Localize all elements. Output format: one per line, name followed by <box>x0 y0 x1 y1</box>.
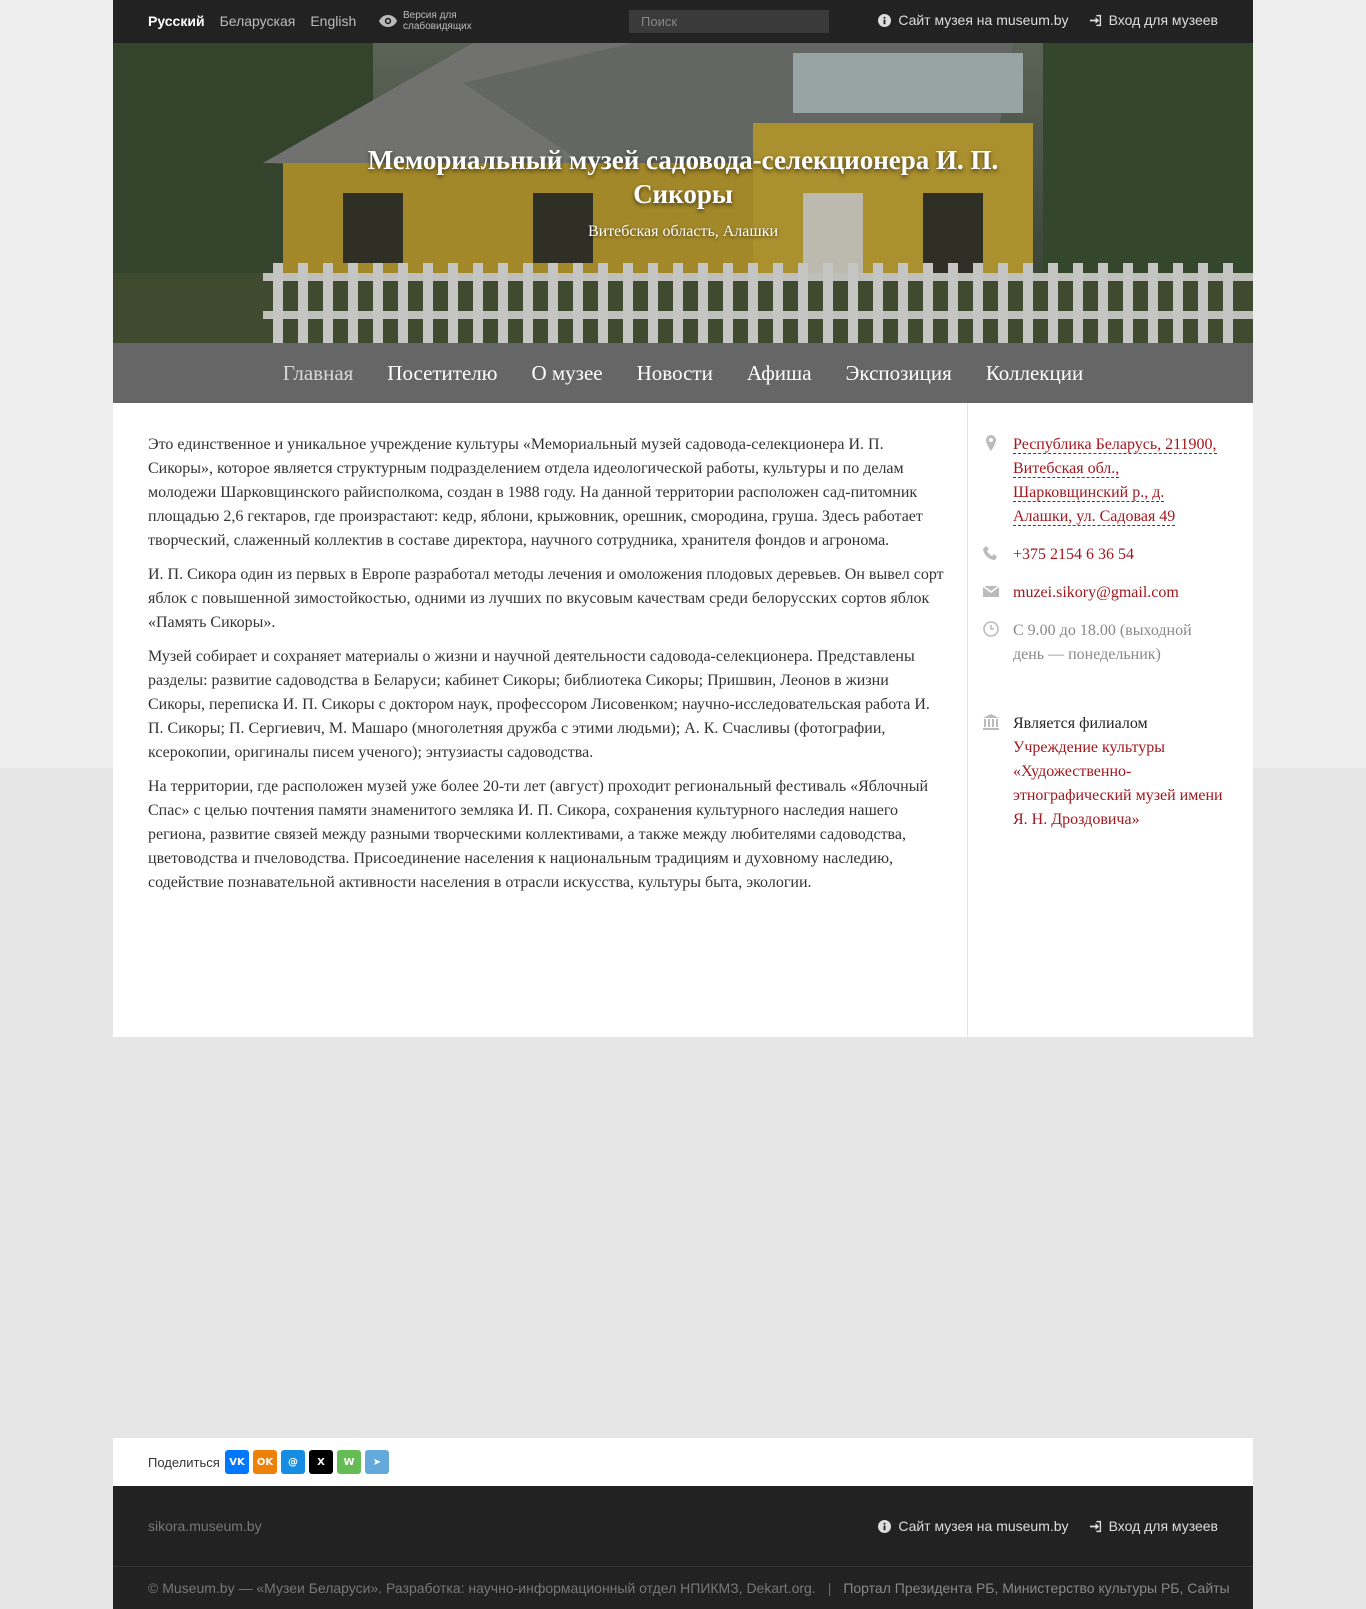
low-vision-link[interactable] <box>379 10 483 32</box>
footer-login-label: Вход для музеев <box>1108 1518 1218 1534</box>
login-link[interactable] <box>1089 12 1218 28</box>
hours-row <box>1013 619 1223 667</box>
description-paragraph: Музей собирает и сохраняет материалы о жизни и научной деятельности садовода-селекционера. Представлены разделы: развитие садоводства в Беларуси; кабинет Сикоры; библиотека Сикоры; Пришвин, Леонов в жизни Сикоры, переписка И. П. Сикоры с доктором наук, профессором Лисовенком; научно-исследовательская работа И. П. Сикоры; П. Сергиевич, М. Машаро (многолетняя дружба с этими людьми); А. К. Счасливы (фотографии, ксерокопии, оригиналы писем ученого); энтузиасты садоводства. <box>148 648 930 761</box>
footer-links <box>878 1518 1218 1534</box>
phone-link[interactable]: +375 2154 6 36 54 <box>1013 546 1135 563</box>
museum-description <box>148 433 948 905</box>
main-nav <box>113 343 1253 403</box>
hero-banner <box>113 43 1253 343</box>
clock-icon <box>983 621 999 637</box>
content-divider <box>967 403 968 1037</box>
phone-row <box>1013 543 1223 567</box>
nav-news[interactable]: Новости <box>636 360 713 385</box>
branch-row <box>1013 712 1223 832</box>
museum-building-icon <box>983 714 999 730</box>
top-bar <box>113 0 1253 43</box>
address-row <box>1013 433 1223 529</box>
envelope-icon <box>983 583 999 599</box>
odnoklassniki-share-button[interactable]: OK <box>253 1450 277 1474</box>
museum-site-link[interactable] <box>878 12 1068 28</box>
lang-be[interactable]: Беларуская <box>219 13 296 29</box>
contact-sidebar <box>1013 433 1223 846</box>
telegram-share-button[interactable]: ➤ <box>365 1450 389 1474</box>
share-buttons <box>225 1450 389 1474</box>
lang-ru[interactable]: Русский <box>148 13 205 29</box>
nav-collections[interactable]: Коллекции <box>985 360 1084 385</box>
portal-links[interactable]: Портал Президента РБ, Министерство культуры РБ, Сайты <box>843 1580 1230 1596</box>
map-pin-icon <box>983 435 999 451</box>
nav-about[interactable]: О музее <box>531 360 603 385</box>
museum-title: Мемориальный музей садовода-селекционера И. П. Сикоры <box>367 145 999 209</box>
info-icon <box>878 14 891 27</box>
lang-en[interactable]: English <box>310 13 357 29</box>
whatsapp-share-button[interactable]: W <box>337 1450 361 1474</box>
footer-copyright: © Museum.by — «Музеи Беларуси». Разработка: научно-информационный отдел НПИКМЗ, Dekart.org. | Портал Президента РБ, Министерство культуры РБ, Сайты <box>148 1580 1230 1596</box>
login-icon <box>1089 1520 1102 1533</box>
museum-site-label: Сайт музея на museum.by <box>898 12 1069 28</box>
eye-icon <box>379 15 397 27</box>
login-icon <box>1089 14 1102 27</box>
footer-divider <box>113 1566 1253 1567</box>
language-switcher <box>148 13 356 29</box>
low-vision-label: Версия для слабовидящих <box>403 10 472 32</box>
footer-museum-site-link[interactable] <box>878 1518 1068 1534</box>
footer <box>113 1486 1253 1609</box>
login-label: Вход для музеев <box>1108 12 1218 28</box>
share-label: Поделиться <box>148 1455 220 1470</box>
vk-share-button[interactable]: VK <box>225 1450 249 1474</box>
info-icon <box>878 1520 891 1533</box>
opening-hours: С 9.00 до 18.00 (выходной день — понедельник) <box>1013 622 1192 663</box>
nav-home[interactable]: Главная <box>282 360 354 385</box>
top-links <box>878 12 1218 28</box>
description-paragraph: На территории, где расположен музей уже более 20-ти лет (август) проходит региональный фестиваль «Яблочный Спас» с целью почтения памяти знаменитого земляка И. П. Сикора, сохранения культурного наследия нашего региона, развитие связей между разными творческими коллективами, а также между любителями садоводства, цветоводства и пчеловодства. Присоединение населения к национальным традициям и духовному наследию, содействие познавательной активности населения в отрасли искусства, культуры быта, экологии. <box>148 778 929 891</box>
footer-museum-site-label: Сайт музея на museum.by <box>898 1518 1069 1534</box>
description-paragraph: Это единственное и уникальное учреждение культуры «Мемориальный музей садовода-селекционера И. П. Сикоры», которое является структурным подразделением отдела идеологической работы, культуры и по делам молодежи Шарковщинского райисполкома, создан в 1988 году. На данной территории расположен сад-питомник площадью 2,6 гектаров, где произрастают: кедр, яблони, крыжовник, орешник, смородина, груша. Здесь работает творческий, слаженный коллектив в составе директора, научного сотрудника, хранителя фондов и агронома. <box>148 436 923 549</box>
content-area <box>113 403 1253 1037</box>
nav-exposition[interactable]: Экспозиция <box>845 360 952 385</box>
x-share-button[interactable]: X <box>309 1450 333 1474</box>
search-input[interactable] <box>629 10 829 33</box>
description-paragraph: И. П. Сикора один из первых в Европе разработал методы лечения и омоложения плодовых деревьев. Он вывел сорт яблок с повышенной зимостойкостью, одними из лучших по вкусовым качествам среди белорусских сортов яблок «Память Сикоры». <box>148 566 944 631</box>
phone-icon <box>983 545 999 561</box>
moimir-share-button[interactable]: @ <box>281 1450 305 1474</box>
museum-region: Витебская область, Алашки <box>587 223 779 240</box>
footer-login-link[interactable] <box>1089 1518 1218 1534</box>
share-bar <box>113 1438 1253 1486</box>
footer-site-domain[interactable]: sikora.museum.by <box>148 1518 262 1534</box>
branch-label: Является филиалом <box>1013 715 1148 732</box>
address-link[interactable]: Республика Беларусь, 211900, Витебская обл., Шарковщинский р., д. Алашки, ул. Садовая 49 <box>1013 436 1217 525</box>
email-link[interactable]: muzei.sikory@gmail.com <box>1013 584 1179 601</box>
parent-museum-link[interactable]: Учреждение культуры «Художественно-этнографический музей имени Я. Н. Дроздовича» <box>1013 739 1223 828</box>
nav-visitor[interactable]: Посетителю <box>387 360 498 385</box>
nav-events[interactable]: Афиша <box>746 360 812 385</box>
copyright-text: © Museum.by — «Музеи Беларуси». Разработка: научно-информационный отдел НПИКМЗ, Dekart.org. <box>148 1580 816 1596</box>
email-row <box>1013 581 1223 605</box>
